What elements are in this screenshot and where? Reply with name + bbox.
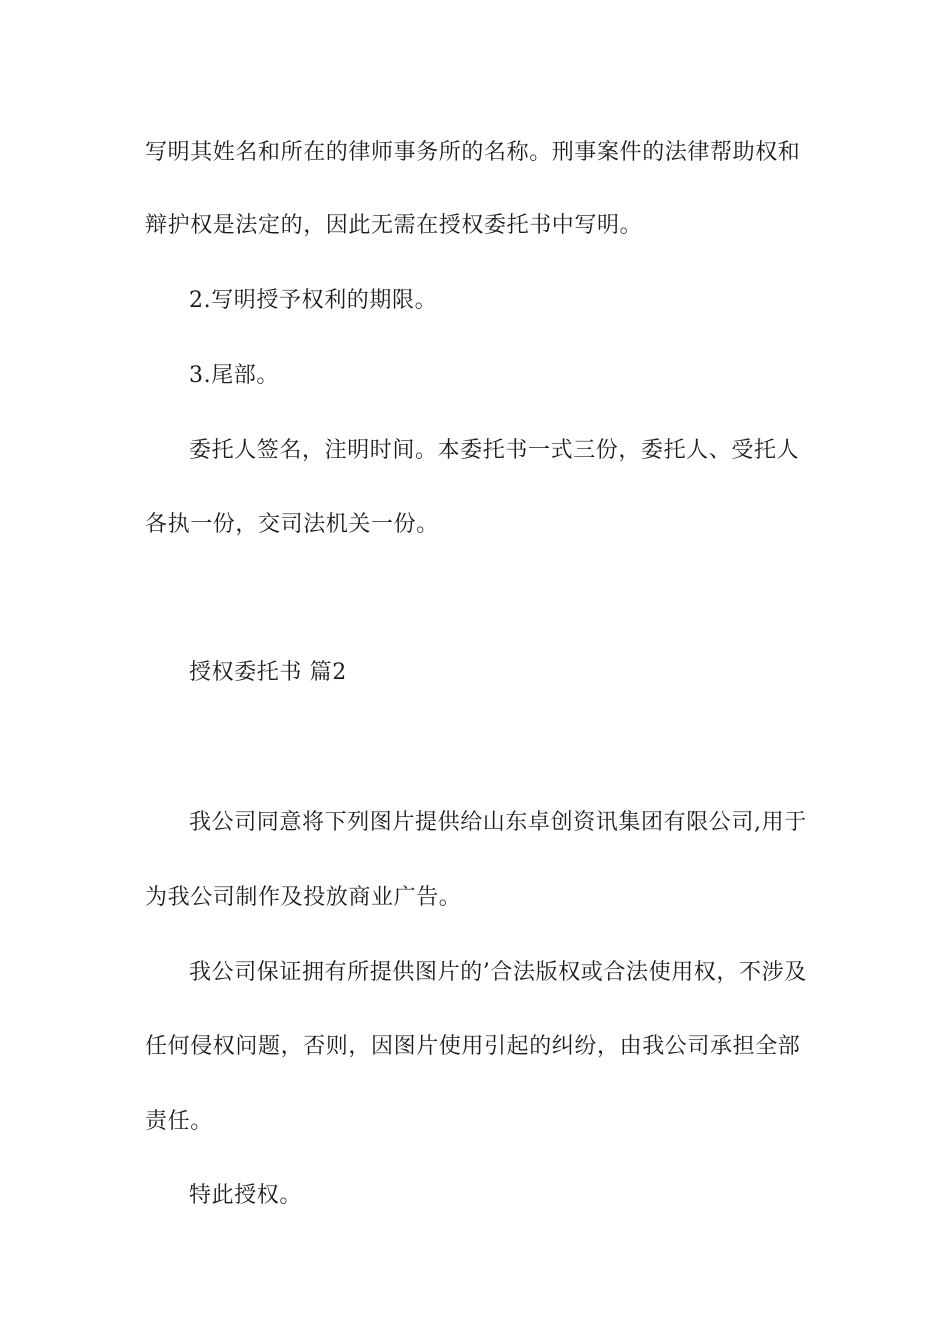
- paragraph-4-line-2: 任何侵权问题，否则，因图片使用引起的纠纷，由我公司承担全部: [145, 1034, 801, 1059]
- paragraph-3-line-1: 我公司同意将下列图片提供给山东卓创资讯集团有限公司,用于: [189, 810, 807, 835]
- paragraph-3-line-2: 为我公司制作及投放商业广告。: [145, 885, 462, 910]
- list-item-2: 2.写明授予权利的期限。: [189, 288, 438, 313]
- section-heading: 授权委托书 篇2: [189, 660, 347, 685]
- paragraph-4-line-3: 责任。: [145, 1109, 213, 1134]
- paragraph-2-line-2: 各执一份，交司法机关一份。: [145, 512, 439, 537]
- paragraph-4-line-1: 我公司保证拥有所提供图片的’合法版权或合法使用权，不涉及: [189, 960, 807, 985]
- paragraph-1-line-2: 辩护权是法定的，因此无需在授权委托书中写明。: [145, 213, 643, 238]
- paragraph-2-line-1: 委托人签名，注明时间。本委托书一式三份，委托人、受托人: [189, 438, 800, 463]
- list-item-3: 3.尾部。: [189, 363, 279, 388]
- closing-statement: 特此授权。: [189, 1183, 303, 1208]
- paragraph-1-line-1: 写明其姓名和所在的律师事务所的名称。刑事案件的法律帮助权和: [145, 140, 801, 165]
